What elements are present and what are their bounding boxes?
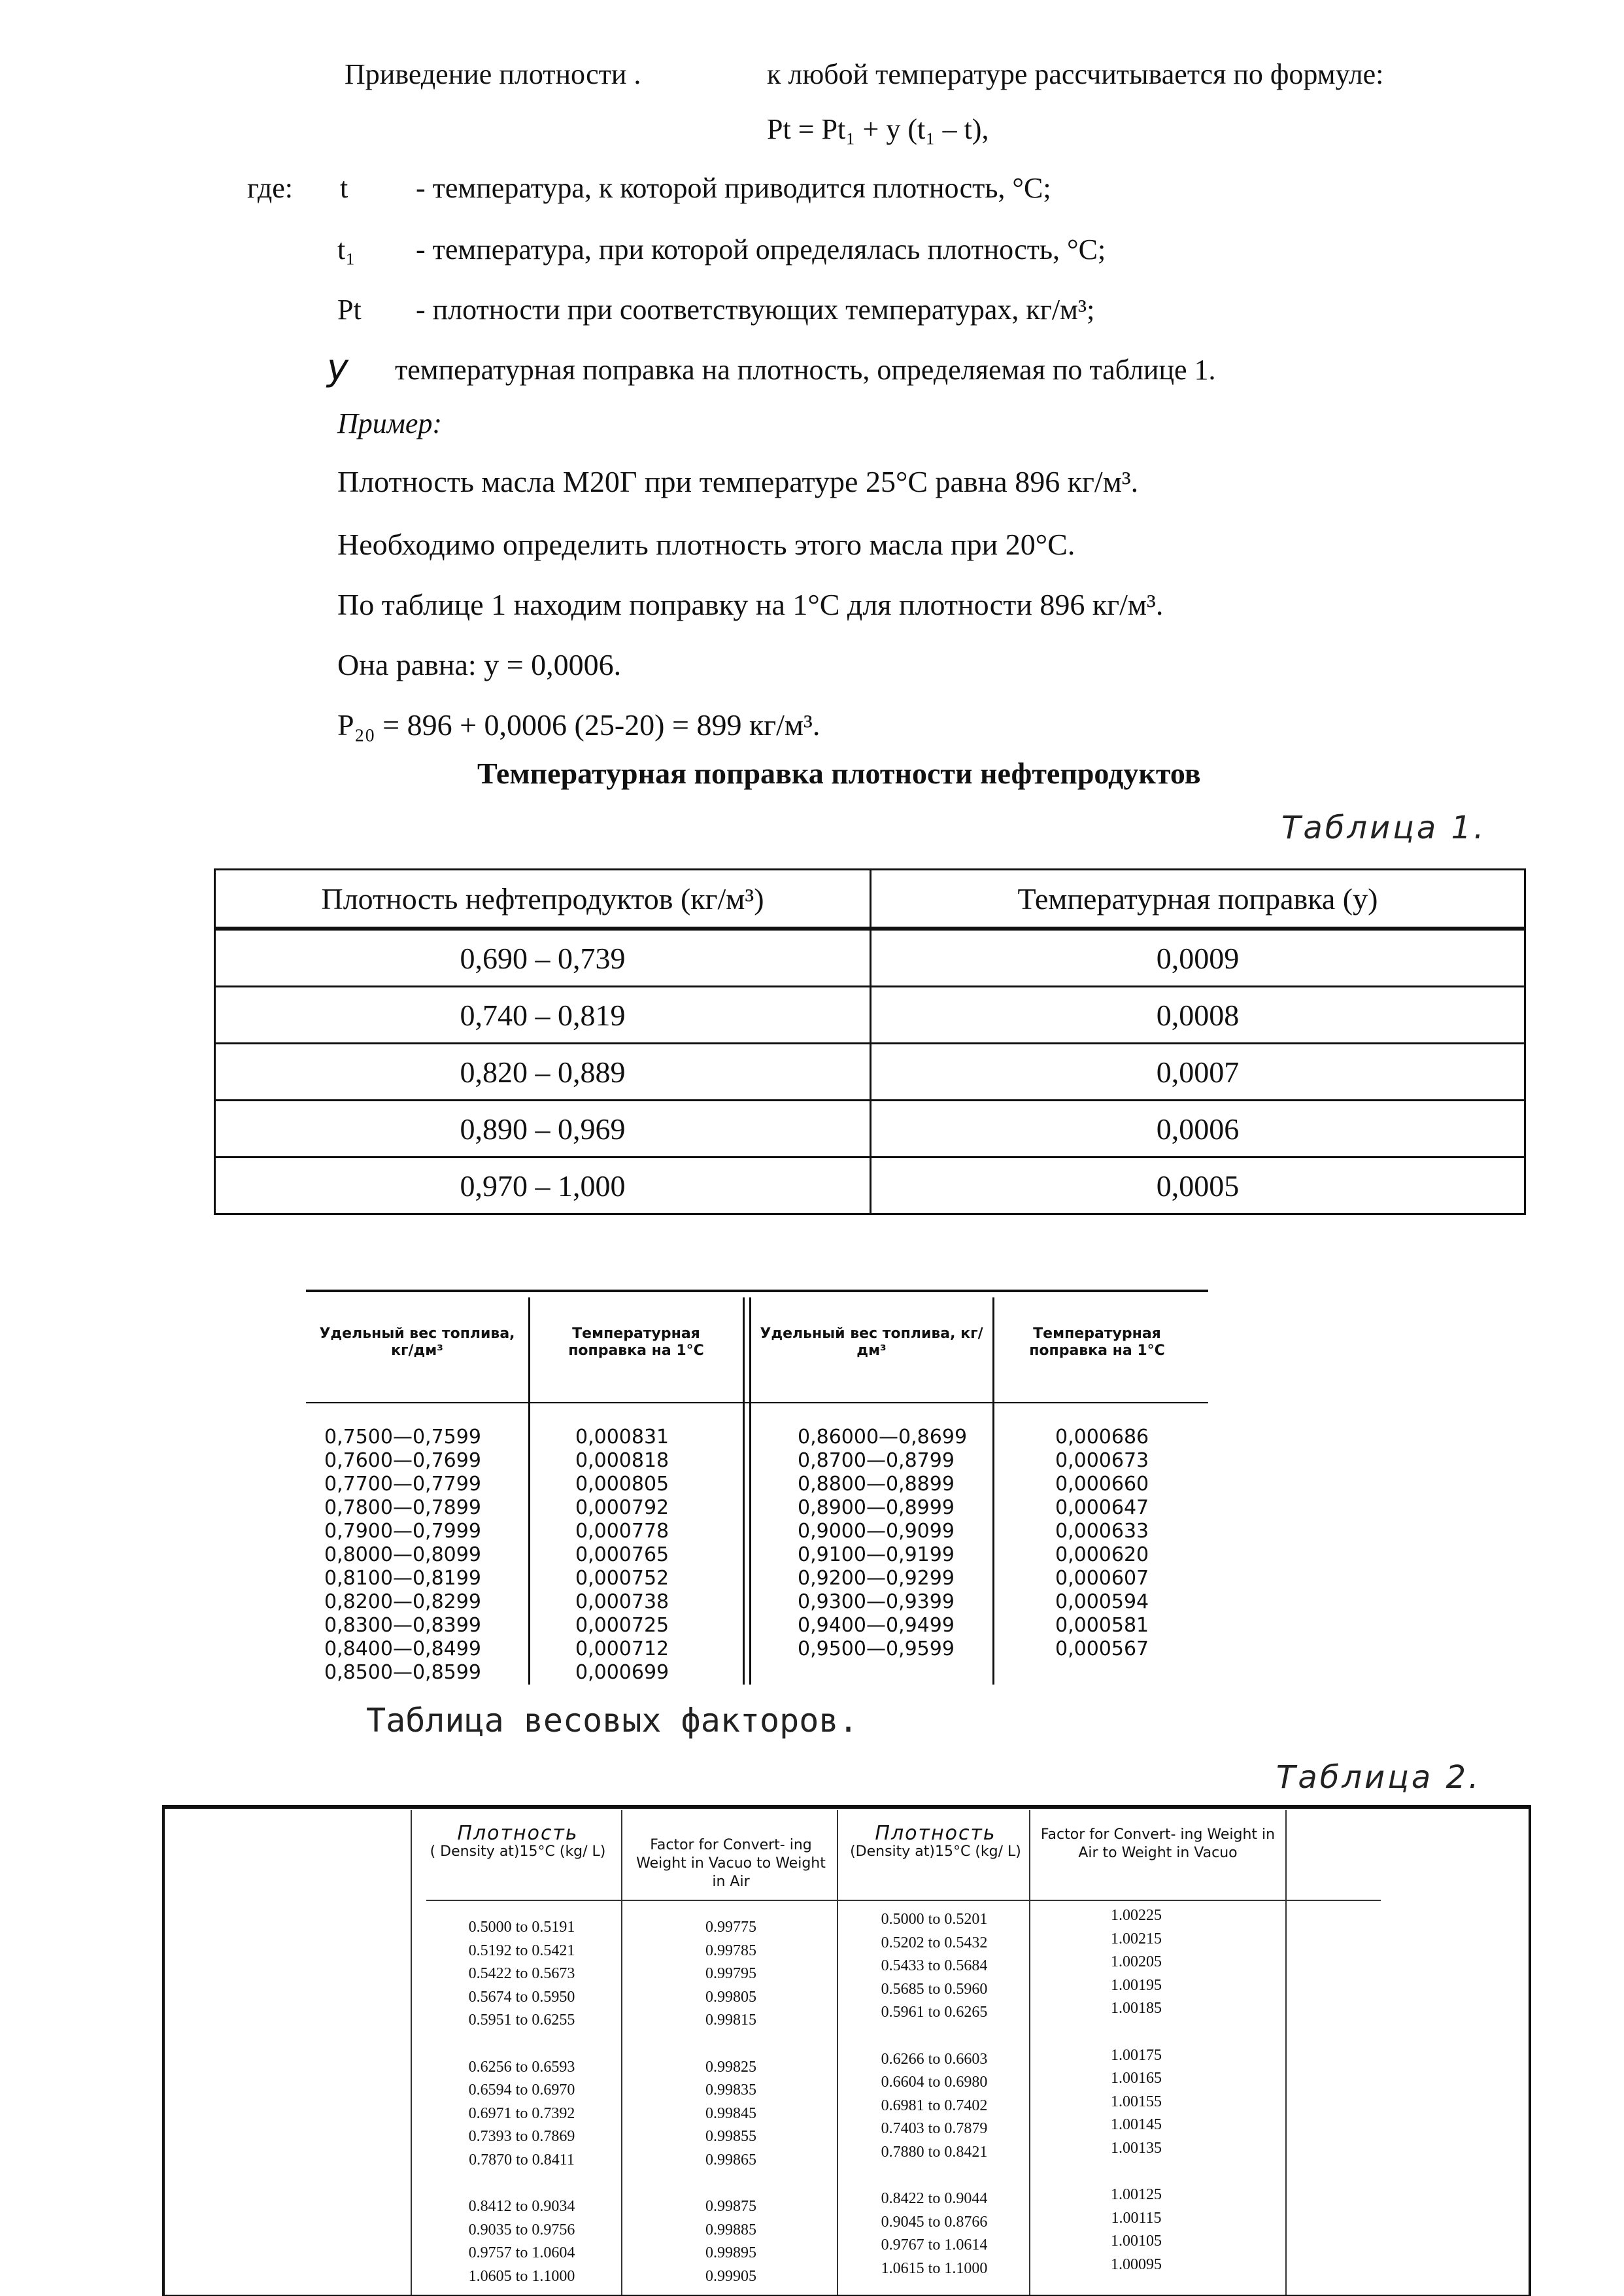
formula: Pt = Pt₁ + у (t₁ – t),	[767, 113, 989, 145]
list-item: 1.00105	[1111, 2233, 1162, 2250]
list-item: 0.9035 to 0.9756	[468, 2221, 575, 2238]
weights-col-factor-2	[1038, 1904, 1234, 2276]
list-item: 0,8300—0,8399	[324, 1614, 481, 1637]
group-gap	[839, 2025, 1029, 2048]
column-divider	[1285, 1810, 1287, 2295]
table-row	[215, 929, 1525, 987]
list-item: 0.5000 to 0.5191	[468, 1919, 575, 1936]
list-item: 0.9767 to 1.0614	[881, 2236, 988, 2253]
list-item: 0.5433 to 0.5684	[881, 1957, 988, 1974]
table-cell: 0,970 – 1,000	[215, 1157, 871, 1214]
list-item: 0.6256 to 0.6593	[468, 2058, 575, 2076]
table-cell: 0,0005	[871, 1157, 1525, 1214]
list-item: 0,8200—0,8299	[324, 1590, 481, 1613]
header-text: (Density at)15°C (kg/ L)	[850, 1843, 1021, 1860]
weights-title: Таблица весовых факторов.	[366, 1702, 858, 1739]
intro-line-left: Приведение плотности .	[345, 58, 641, 90]
list-item: 0.5192 to 0.5421	[468, 1942, 575, 1959]
fuel-header-weight-1: Удельный вес топлива, кг/дм³	[319, 1326, 515, 1359]
def-text-y: температурная поправка на плотность, определяемая по таблице 1.	[395, 354, 1216, 386]
weights-col-density-2	[839, 1908, 1029, 2280]
table-frame	[162, 1805, 1531, 1809]
list-item: 0.7880 to 0.8421	[881, 2143, 988, 2161]
list-item: 0,000660	[1055, 1473, 1149, 1496]
list-item: 1.00205	[1111, 1953, 1162, 1970]
weights-col-density-1	[424, 1916, 620, 2288]
column-divider	[621, 1810, 622, 2295]
table-row	[215, 1044, 1525, 1101]
list-item: 0,000581	[1055, 1614, 1149, 1637]
table1-header-density: Плотность нефтепродуктов (кг/м³)	[215, 870, 871, 929]
group-gap	[1038, 2021, 1234, 2044]
list-item: 0,9100—0,9199	[798, 1543, 955, 1566]
list-item: 1.00125	[1111, 2186, 1162, 2203]
list-item: 0,8500—0,8599	[324, 1661, 481, 1684]
example-heading: Пример:	[337, 407, 443, 439]
group-gap	[633, 2172, 829, 2195]
list-item: 0.99815	[705, 2012, 756, 2029]
list-item: 0.8412 to 0.9034	[468, 2198, 575, 2215]
list-item: 0,000712	[575, 1637, 669, 1660]
table-rule	[306, 1290, 1208, 1292]
list-item: 0,000818	[575, 1449, 669, 1472]
list-item: 0,8100—0,8199	[324, 1567, 481, 1590]
list-item: 0,000673	[1055, 1449, 1149, 1472]
list-item: 0,000686	[1055, 1426, 1149, 1448]
list-item: 1.00115	[1111, 2209, 1162, 2227]
handwritten-label: Плотность	[457, 1822, 579, 1845]
list-item: 0.5000 to 0.5201	[881, 1911, 988, 1928]
list-item: 0,7800—0,7899	[324, 1496, 481, 1519]
list-item: 0,7900—0,7999	[324, 1520, 481, 1543]
list-item: 0.5961 to 0.6265	[881, 2004, 988, 2021]
table2-label: Таблица 2.	[1276, 1759, 1481, 1796]
column-divider	[1029, 1810, 1030, 2295]
list-item: 0.5674 to 0.5950	[468, 1988, 575, 2006]
list-item: 0.99825	[705, 2058, 756, 2076]
group-gap	[424, 2032, 620, 2056]
fuel-density-table	[306, 1290, 1208, 1702]
list-item: 0,000620	[1055, 1543, 1149, 1566]
weights-header-factor-1: Factor for Convert- ing Weight in Vacuo to Weight in Air	[636, 1837, 826, 1890]
column-divider	[528, 1297, 530, 1685]
list-item: 0.6266 to 0.6603	[881, 2050, 988, 2068]
list-item: 1.00155	[1111, 2093, 1162, 2110]
list-item: 0,000765	[575, 1543, 669, 1566]
list-item: 1.00195	[1111, 1976, 1162, 1994]
table-cell: 0,0008	[871, 987, 1525, 1044]
list-item: 0,000831	[575, 1426, 669, 1448]
list-item: 0,9500—0,9599	[798, 1637, 955, 1660]
list-item: 0.9757 to 1.0604	[468, 2244, 575, 2261]
def-symbol-t: t	[340, 172, 348, 204]
list-item: 0,000699	[575, 1661, 669, 1684]
table-frame	[162, 1805, 165, 2296]
table-row	[215, 987, 1525, 1044]
list-item: 1.00165	[1111, 2070, 1162, 2087]
list-item: 0.99835	[705, 2082, 756, 2099]
list-item: 0,000567	[1055, 1637, 1149, 1660]
column-divider	[992, 1297, 994, 1685]
table-header-row	[215, 870, 1525, 929]
def-symbol-t1: t₁	[337, 233, 356, 266]
list-item: 0,000647	[1055, 1496, 1149, 1519]
intro-line-right: к любой температуре рассчитывается по формуле:	[767, 58, 1384, 90]
list-item: 0,7700—0,7799	[324, 1473, 481, 1496]
example-line: Она равна: у = 0,0006.	[337, 648, 622, 681]
fuel-col-weight-1	[324, 1426, 481, 1685]
table1	[214, 868, 1526, 1215]
list-item: 0.99905	[705, 2267, 756, 2285]
table-cell: 0,890 – 0,969	[215, 1101, 871, 1157]
list-item: 0.99785	[705, 1942, 756, 1959]
weights-header-density-2	[841, 1822, 1030, 1861]
fuel-header-weight-2: Удельный вес топлива, кг/дм³	[760, 1326, 983, 1359]
table-cell: 0,820 – 0,889	[215, 1044, 871, 1101]
def-text-t: - температура, к которой приводится плотность, °С;	[416, 172, 1051, 204]
fuel-header-correction-1: Температурная поправка на 1°С	[568, 1326, 704, 1359]
list-item: 1.00215	[1111, 1930, 1162, 1947]
table-cell: 0,0009	[871, 929, 1525, 987]
list-item: 0,86000—0,8699	[798, 1426, 968, 1448]
list-item: 0.5685 to 0.5960	[881, 1980, 988, 1998]
list-item: 0.99895	[705, 2244, 756, 2261]
list-item: 0,8700—0,8799	[798, 1449, 955, 1472]
list-item: 0.99875	[705, 2198, 756, 2215]
group-gap	[424, 2172, 620, 2195]
table-row	[215, 1157, 1525, 1214]
table1-title: Температурная поправка плотности нефтепродуктов	[477, 757, 1201, 790]
list-item: 0,9000—0,9099	[798, 1520, 955, 1543]
list-item: 0,000594	[1055, 1590, 1149, 1613]
list-item: 0,000752	[575, 1567, 669, 1590]
list-item: 0.99865	[705, 2151, 756, 2168]
list-item: 0.7403 to 0.7879	[881, 2120, 988, 2137]
list-item: 0,8400—0,8499	[324, 1637, 481, 1660]
list-item: 0,9200—0,9299	[798, 1567, 955, 1590]
weights-header-factor-2: Factor for Convert- ing Weight in Air to Weight in Vacuo	[1040, 1826, 1276, 1861]
list-item: 0,7500—0,7599	[324, 1426, 481, 1448]
list-item: 0,9400—0,9499	[798, 1614, 955, 1637]
list-item: 0.99805	[705, 1988, 756, 2006]
list-item: 0,9300—0,9399	[798, 1590, 955, 1613]
where-label: где:	[247, 172, 293, 204]
list-item: 0,000792	[575, 1496, 669, 1519]
list-item: 0.6971 to 0.7392	[468, 2104, 575, 2122]
list-item: 0.99855	[705, 2128, 756, 2145]
list-item: 0,7600—0,7699	[324, 1449, 481, 1472]
list-item: 0,000778	[575, 1520, 669, 1543]
def-text-pt: - плотности при соответствующих температурах, кг/м³;	[416, 294, 1095, 326]
column-divider	[749, 1297, 751, 1685]
list-item: 0,000738	[575, 1590, 669, 1613]
def-symbol-y: y	[327, 347, 349, 389]
weights-header-density-1	[420, 1822, 616, 1861]
list-item: 0.99845	[705, 2104, 756, 2122]
group-gap	[839, 2164, 1029, 2187]
list-item: 0,000805	[575, 1473, 669, 1496]
list-item: 1.00135	[1111, 2139, 1162, 2157]
list-item: 0,000633	[1055, 1520, 1149, 1543]
example-line: Плотность масла М20Г при температуре 25°С равна 896 кг/м³.	[337, 465, 1139, 498]
list-item: 1.0605 to 1.1000	[468, 2267, 575, 2285]
list-item: 0.99885	[705, 2221, 756, 2238]
list-item: 0,8800—0,8899	[798, 1473, 955, 1496]
list-item: 0.7393 to 0.7869	[468, 2128, 575, 2145]
list-item: 0.6604 to 0.6980	[881, 2074, 988, 2091]
column-divider	[743, 1297, 745, 1685]
header-rule	[426, 1900, 1381, 1901]
table-rule	[306, 1402, 1208, 1403]
table1-label: Таблица 1.	[1281, 810, 1487, 846]
list-item: 1.00175	[1111, 2046, 1162, 2064]
weights-table	[162, 1805, 1531, 2296]
group-gap	[633, 2032, 829, 2056]
list-item: 0.7870 to 0.8411	[469, 2151, 575, 2168]
list-item: 0,000607	[1055, 1567, 1149, 1590]
table-cell: 0,0006	[871, 1101, 1525, 1157]
list-item: 0.9045 to 0.8766	[881, 2213, 988, 2231]
fuel-col-correction-1	[575, 1426, 669, 1685]
table-row	[215, 1101, 1525, 1157]
fuel-col-correction-2	[1055, 1426, 1149, 1661]
list-item: 0.6981 to 0.7402	[881, 2097, 988, 2114]
list-item: 1.00225	[1111, 1907, 1162, 1924]
fuel-col-weight-2	[798, 1426, 967, 1661]
example-line: По таблице 1 находим поправку на 1°С для плотности 896 кг/м³.	[337, 588, 1164, 621]
list-item: 0,8900—0,8999	[798, 1496, 955, 1519]
def-text-t1: - температура, при которой определялась плотность, °С;	[416, 233, 1106, 266]
list-item: 1.0615 to 1.1000	[881, 2259, 988, 2277]
list-item: 0,000725	[575, 1614, 669, 1637]
list-item: 0.8422 to 0.9044	[881, 2190, 988, 2207]
list-item: 0.99775	[705, 1919, 756, 1936]
table-frame	[1529, 1805, 1531, 2296]
list-item: 0.5202 to 0.5432	[881, 1934, 988, 1951]
table-cell: 0,690 – 0,739	[215, 929, 871, 987]
list-item: 0,8000—0,8099	[324, 1543, 481, 1566]
weights-col-factor-1	[633, 1916, 829, 2288]
group-gap	[1038, 2160, 1234, 2184]
list-item: 0.5951 to 0.6255	[468, 2012, 575, 2029]
table-cell: 0,740 – 0,819	[215, 987, 871, 1044]
column-divider	[837, 1810, 838, 2295]
list-item: 1.00145	[1111, 2116, 1162, 2133]
list-item: 1.00185	[1111, 2000, 1162, 2017]
list-item: 0.99795	[705, 1965, 756, 1982]
header-text: ( Density at)15°C (kg/ L)	[430, 1843, 606, 1860]
fuel-header-correction-2: Температурная поправка на 1°С	[1029, 1326, 1165, 1359]
table-cell: 0,0007	[871, 1044, 1525, 1101]
table1-header-correction: Температурная поправка (у)	[871, 870, 1525, 929]
example-line: P₂₀ = 896 + 0,0006 (25-20) = 899 кг/м³.	[337, 708, 820, 742]
handwritten-label: Плотность	[875, 1822, 996, 1845]
def-symbol-pt: Pt	[337, 294, 362, 326]
example-line: Необходимо определить плотность этого масла при 20°С.	[337, 528, 1075, 561]
column-divider	[411, 1810, 412, 2295]
list-item: 0.6594 to 0.6970	[468, 2082, 575, 2099]
list-item: 0.5422 to 0.5673	[468, 1965, 575, 1982]
list-item: 1.00095	[1111, 2255, 1162, 2273]
